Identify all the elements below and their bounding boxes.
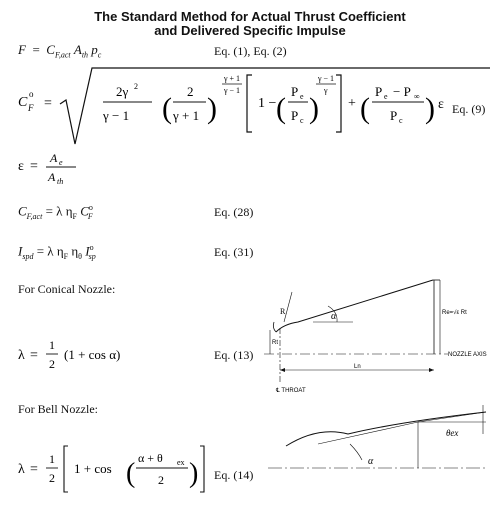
conical-lambda-equation xyxy=(0,330,200,380)
svg-text:2: 2 xyxy=(187,84,194,99)
svg-text:P: P xyxy=(291,84,299,99)
cfo-equation xyxy=(0,60,500,150)
svg-text:∞: ∞ xyxy=(414,92,420,101)
conical-nozzle-diagram xyxy=(258,272,498,397)
conical-re-label: Re=√ε Rt xyxy=(442,310,467,316)
svg-text:th: th xyxy=(57,177,64,186)
svg-text:P: P xyxy=(390,108,398,123)
svg-text:(: ( xyxy=(162,92,172,125)
conical-alpha-label: α xyxy=(331,311,337,322)
svg-text:): ) xyxy=(309,92,319,125)
svg-text:P: P xyxy=(291,108,299,123)
svg-text:λ: λ xyxy=(18,462,25,477)
svg-text:1: 1 xyxy=(49,452,55,466)
svg-text:2: 2 xyxy=(134,82,138,91)
svg-text:A: A xyxy=(48,170,56,184)
cfo-equation-ref: Eq. (9) xyxy=(452,102,486,116)
svg-text:2: 2 xyxy=(49,471,55,485)
conical-axis-label: NOZZLE AXIS xyxy=(448,352,487,358)
area-ratio-equation xyxy=(0,146,120,186)
conical-rt-label: Rt xyxy=(272,340,278,346)
conical-ln-label: Ln xyxy=(354,364,361,370)
svg-text:P: P xyxy=(375,84,383,99)
svg-text:(1 + cos α): (1 + cos α) xyxy=(64,347,121,362)
svg-text:(: ( xyxy=(126,458,136,489)
svg-text:γ − 1: γ − 1 xyxy=(224,86,241,95)
svg-text:+: + xyxy=(348,96,356,111)
svg-text:): ) xyxy=(207,92,217,125)
svg-text:): ) xyxy=(189,458,199,489)
bell-equation-ref: Eq. (14) xyxy=(214,468,254,482)
conical-throat-label: ℄ THROAT xyxy=(276,388,306,394)
isp-equation-ref: Eq. (31) xyxy=(214,245,254,259)
page-title-line-2: and Delivered Specific Impulse xyxy=(154,23,346,38)
svg-text:2: 2 xyxy=(158,473,164,487)
svg-text:ex: ex xyxy=(177,458,185,467)
cf-actual-equation-ref: Eq. (28) xyxy=(214,205,254,219)
svg-text:ε: ε xyxy=(438,97,444,112)
svg-text:1 + cos: 1 + cos xyxy=(74,461,112,476)
svg-text:c: c xyxy=(300,116,304,125)
cf-actual-equation: $C_{F,act} = \lambda$ $\eta_F$ $C^o_F$ xyxy=(18,203,93,221)
bell-alpha-label: α xyxy=(368,456,374,467)
svg-text:e: e xyxy=(59,158,63,167)
svg-text:− P: − P xyxy=(393,84,411,99)
svg-text:α + θ: α + θ xyxy=(138,451,163,465)
svg-text:1: 1 xyxy=(49,338,55,352)
svg-text:e: e xyxy=(384,92,388,101)
bell-lambda-equation xyxy=(0,440,220,500)
svg-text:1 −: 1 − xyxy=(258,96,277,111)
svg-text:A: A xyxy=(50,151,58,165)
thrust-equation: $F = C_{F,act}$ $A_{th}$ $p_c$ xyxy=(18,42,102,60)
svg-text:F: F xyxy=(28,103,34,113)
bell-heading: For Bell Nozzle: xyxy=(18,402,98,416)
thrust-equation-ref: Eq. (1), Eq. (2) xyxy=(214,44,287,58)
conical-equation-ref: Eq. (13) xyxy=(214,348,254,362)
svg-text:C: C xyxy=(18,95,28,110)
bell-nozzle-diagram xyxy=(258,400,498,510)
svg-text:=: = xyxy=(30,348,38,363)
bell-theta-label: θex xyxy=(446,428,459,438)
svg-text:e: e xyxy=(300,92,304,101)
svg-text:(: ( xyxy=(276,92,286,125)
conical-radius-label: R xyxy=(280,307,286,316)
svg-text:=: = xyxy=(30,462,38,477)
svg-text:γ − 1: γ − 1 xyxy=(103,108,130,123)
svg-text:2: 2 xyxy=(49,357,55,371)
svg-text:2γ: 2γ xyxy=(116,84,129,99)
svg-text:(: ( xyxy=(360,92,370,125)
svg-text:λ: λ xyxy=(18,348,25,363)
svg-text:): ) xyxy=(425,92,435,125)
svg-text:γ: γ xyxy=(324,86,328,95)
svg-text:γ − 1: γ − 1 xyxy=(318,74,335,83)
svg-text:o: o xyxy=(29,89,34,99)
svg-text:γ + 1: γ + 1 xyxy=(173,108,200,123)
svg-text:=: = xyxy=(44,96,52,111)
page-title-line-1: The Standard Method for Actual Thrust Coefficient xyxy=(94,9,406,24)
isp-equation: $I_{spd} = \lambda$ $\eta_F$ $\eta_\theta$ $I^o_{sp}$ xyxy=(18,243,96,261)
svg-text:ε: ε xyxy=(18,159,24,174)
svg-text:=: = xyxy=(30,159,38,174)
conical-heading: For Conical Nozzle: xyxy=(18,282,116,296)
svg-text:γ + 1: γ + 1 xyxy=(224,74,241,83)
svg-text:c: c xyxy=(399,116,403,125)
